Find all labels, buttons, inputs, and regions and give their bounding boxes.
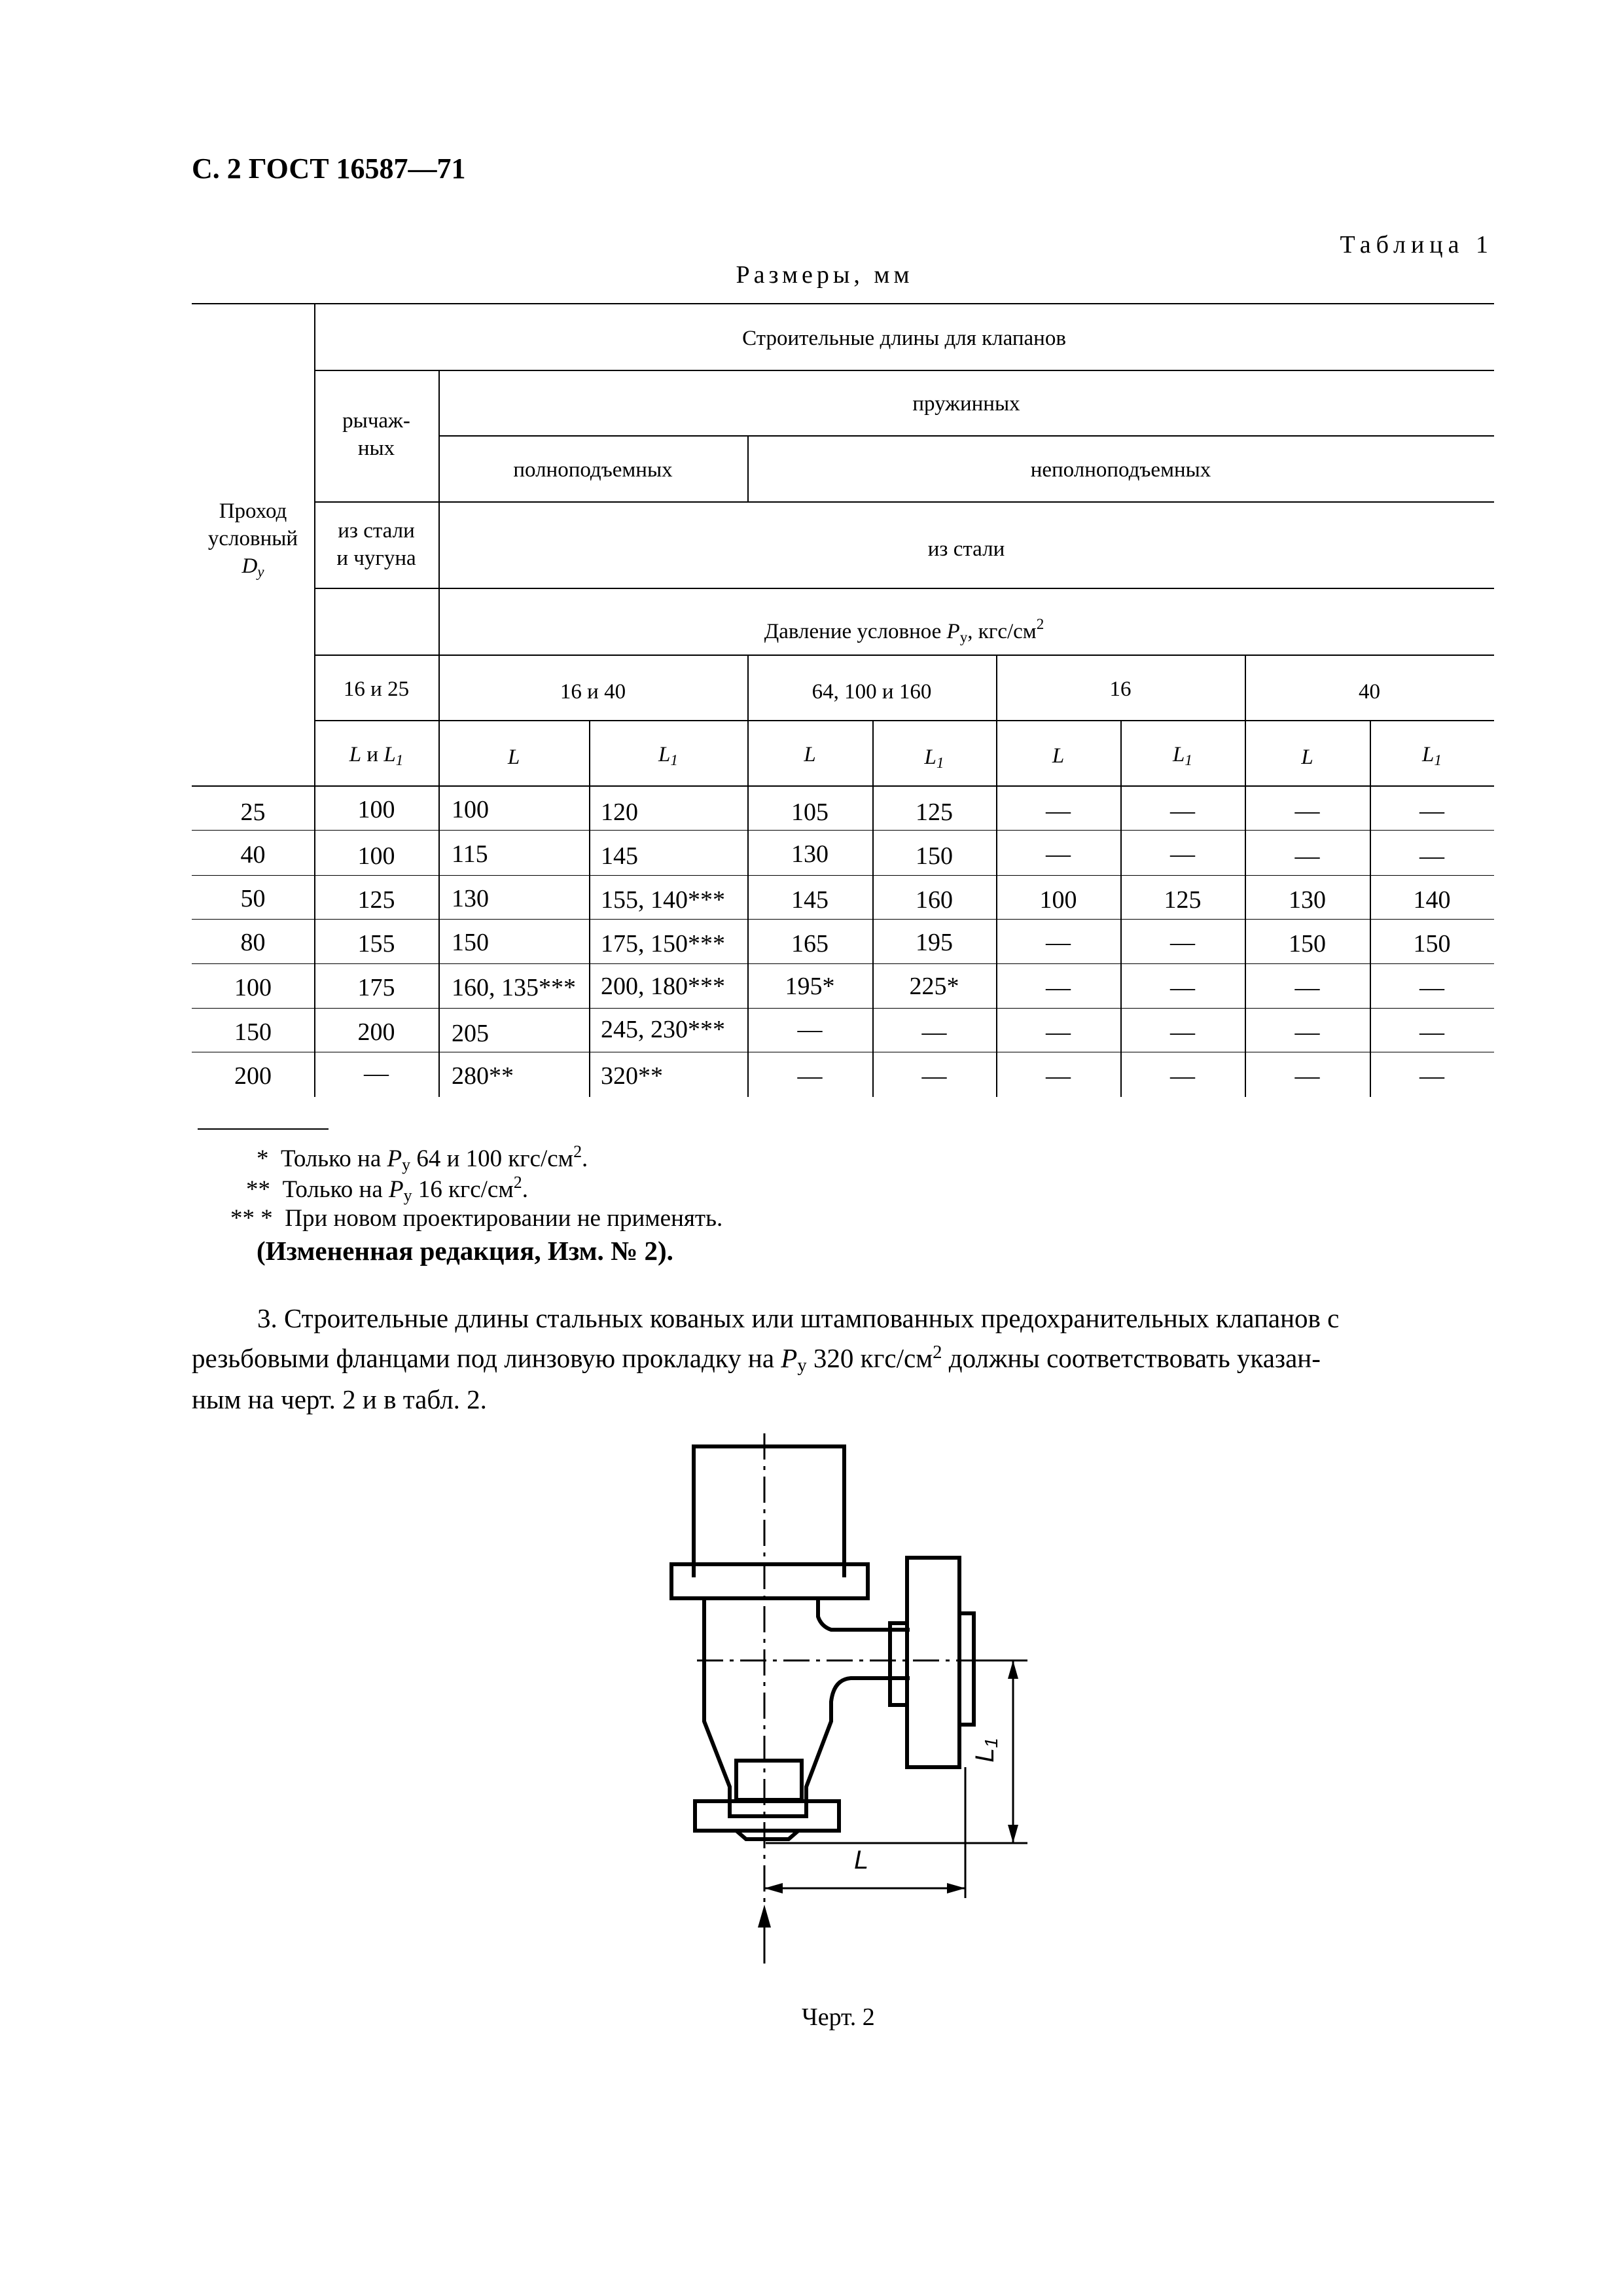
dim-l-arrow-right [947, 1883, 965, 1893]
table-cell: 120 [601, 798, 638, 826]
table-cell: 130 [791, 840, 829, 868]
table-cell: — [1294, 842, 1320, 870]
table-cell: 100 [452, 796, 489, 823]
table-cell: — [1294, 1018, 1320, 1046]
header-l-and-l1: L и $L_1$ [349, 743, 404, 768]
table-cell: 130 [1289, 886, 1326, 914]
table-cell: 195 [916, 929, 953, 956]
table-cell: 195* [785, 973, 835, 1000]
header-construction-lengths: Строительные длины для клапанов [742, 327, 1066, 350]
table-cell: — [797, 1062, 823, 1090]
flow-arrow-head [758, 1905, 771, 1928]
table-cell: — [1419, 797, 1444, 825]
table-cell: — [1170, 797, 1195, 825]
table-cell: 145 [601, 842, 638, 870]
table-cell: — [1046, 840, 1071, 868]
footnote-3: ** * При новом проектировании не применять. [230, 1205, 723, 1232]
table-cell: — [1046, 797, 1071, 825]
header-pressure-group: 16 и 25 [343, 677, 410, 701]
table-cell: — [1170, 974, 1195, 1001]
table-cell: — [1419, 1018, 1444, 1046]
valve-neck [736, 1761, 802, 1800]
footnote-1: * Только на $P_у$ 64 и 100 кгс/$см^2$. [257, 1142, 588, 1174]
table-cell: — [1419, 974, 1444, 1001]
table-cell: 205 [452, 1020, 489, 1047]
header-spring: пружинных [912, 392, 1020, 416]
paragraph-3: 3. Строительные длины стальных кованых или штампованных предохранительных клапанов с резьбовыми фланцами под линзовую прокладку на $P_у$ 320 кгс/$см^2$ должны соответствовать указан- ным на черт. 2 и в табл. 2. [192, 1303, 1340, 1414]
table-cell: 200, 180*** [601, 973, 725, 1000]
header-l: L [1052, 744, 1065, 768]
table-cell: 160, 135*** [452, 974, 576, 1001]
table-cell: 105 [791, 798, 829, 826]
dim-l-arrow-left [764, 1883, 783, 1893]
table-cell: 175 [357, 974, 395, 1001]
table-cell: 80 [240, 929, 266, 956]
valve-top-flange [671, 1564, 868, 1598]
dim-l1-arrow-bottom [1008, 1825, 1018, 1843]
table-cell: — [1419, 842, 1444, 870]
table-cell: 225* [909, 973, 959, 1000]
header-pressure-group: 64, 100 и 160 [812, 680, 932, 704]
header-pressure-group: 16 и 40 [560, 680, 626, 704]
header-l: L [507, 745, 520, 769]
table-cell: — [1046, 974, 1071, 1001]
table-cell: — [1294, 974, 1320, 1001]
outlet-hub [890, 1623, 907, 1705]
header-l1: $L_1$ [1422, 743, 1442, 768]
units-label: Размеры, мм [736, 261, 914, 289]
table-cell: 150 [234, 1018, 272, 1046]
table-cell: 100 [234, 974, 272, 1001]
table-cell: — [797, 1016, 823, 1043]
header-partial-lift: неполноподъемных [1030, 458, 1211, 482]
header-lever: рычаж- ных [342, 409, 410, 460]
table-label: Таблица 1 [1340, 231, 1493, 259]
amendment-note: (Измененная редакция, Изм. № 2). [257, 1236, 673, 1266]
figure-caption: Черт. 2 [802, 2003, 875, 2031]
table-cell: — [1046, 1018, 1071, 1046]
header-full-lift: полноподъемных [513, 458, 673, 482]
table-cell: 100 [357, 842, 395, 870]
valve-body-column [694, 1446, 844, 1577]
table-cell: 25 [240, 798, 266, 826]
table-cell: — [1294, 1062, 1320, 1090]
outlet-flange-rim [959, 1613, 974, 1725]
table-cell: 50 [240, 885, 266, 912]
header-pressure: Давление условное $P_у$, кгс/$см^2$ [764, 615, 1044, 645]
table-cell: 130 [452, 885, 489, 912]
header-l1: $L_1$ [658, 743, 678, 768]
table-cell: 100 [357, 796, 395, 823]
table-cell: 160 [916, 886, 953, 914]
header-l1: $L_1$ [1173, 743, 1192, 768]
dim-label-l1: $L_1$ [970, 1738, 1001, 1763]
table-cell: 145 [791, 886, 829, 914]
table-cell: — [1170, 1062, 1195, 1090]
table-cell: 125 [357, 886, 395, 914]
table-cell: — [1170, 1018, 1195, 1046]
table-cell: 200 [357, 1018, 395, 1046]
table-cell: 150 [1289, 930, 1326, 958]
table-cell: — [1046, 1062, 1071, 1090]
table-cell: — [921, 1018, 947, 1046]
header-l: L [804, 743, 816, 766]
table-cell: 40 [240, 841, 266, 869]
table-cell: 115 [452, 840, 488, 868]
header-material-steel: из стали [927, 537, 1005, 561]
table-cell: — [364, 1060, 389, 1087]
table-cell: 125 [916, 798, 953, 826]
header-nominal-bore: Проход условный $D_у$ [207, 499, 298, 580]
table-cell: 150 [1413, 930, 1451, 958]
page-header: С. 2 ГОСТ 16587—71 [192, 152, 466, 185]
dim-label-l: L [854, 1846, 869, 1874]
table-cell: 165 [791, 930, 829, 958]
table-cell: — [1046, 929, 1071, 956]
table-cell: 175, 150*** [601, 930, 725, 958]
table-cell: 155 [357, 930, 395, 958]
table-cell: — [1170, 840, 1195, 868]
table-cell: 155, 140*** [601, 886, 725, 914]
table-cell: 125 [1164, 886, 1202, 914]
header-l1: $L_1$ [924, 745, 944, 771]
table-cell: 245, 230*** [601, 1016, 725, 1043]
footnote-2: ** Только на $P_у$ 16 кгс/$см^2$. [246, 1173, 528, 1205]
table-cell: 140 [1413, 886, 1451, 914]
header-pressure-group: 16 [1109, 677, 1132, 701]
outlet-flange [907, 1558, 959, 1767]
table-cell: — [1170, 929, 1195, 956]
dim-l1-arrow-top [1008, 1660, 1018, 1679]
header-l: L [1301, 745, 1313, 769]
table-cell: 150 [916, 842, 953, 870]
header-material-lever: из стали и чугуна [336, 519, 416, 570]
header-pressure-group: 40 [1359, 680, 1380, 704]
table-cell: — [921, 1062, 947, 1090]
table-cell: 320** [601, 1062, 663, 1090]
table-cell: 200 [234, 1062, 272, 1090]
table-cell: 150 [452, 929, 489, 956]
table-cell: — [1419, 1062, 1444, 1090]
table-cell: — [1294, 797, 1320, 825]
table-cell: 100 [1039, 886, 1077, 914]
table-cell: 280** [452, 1062, 514, 1090]
